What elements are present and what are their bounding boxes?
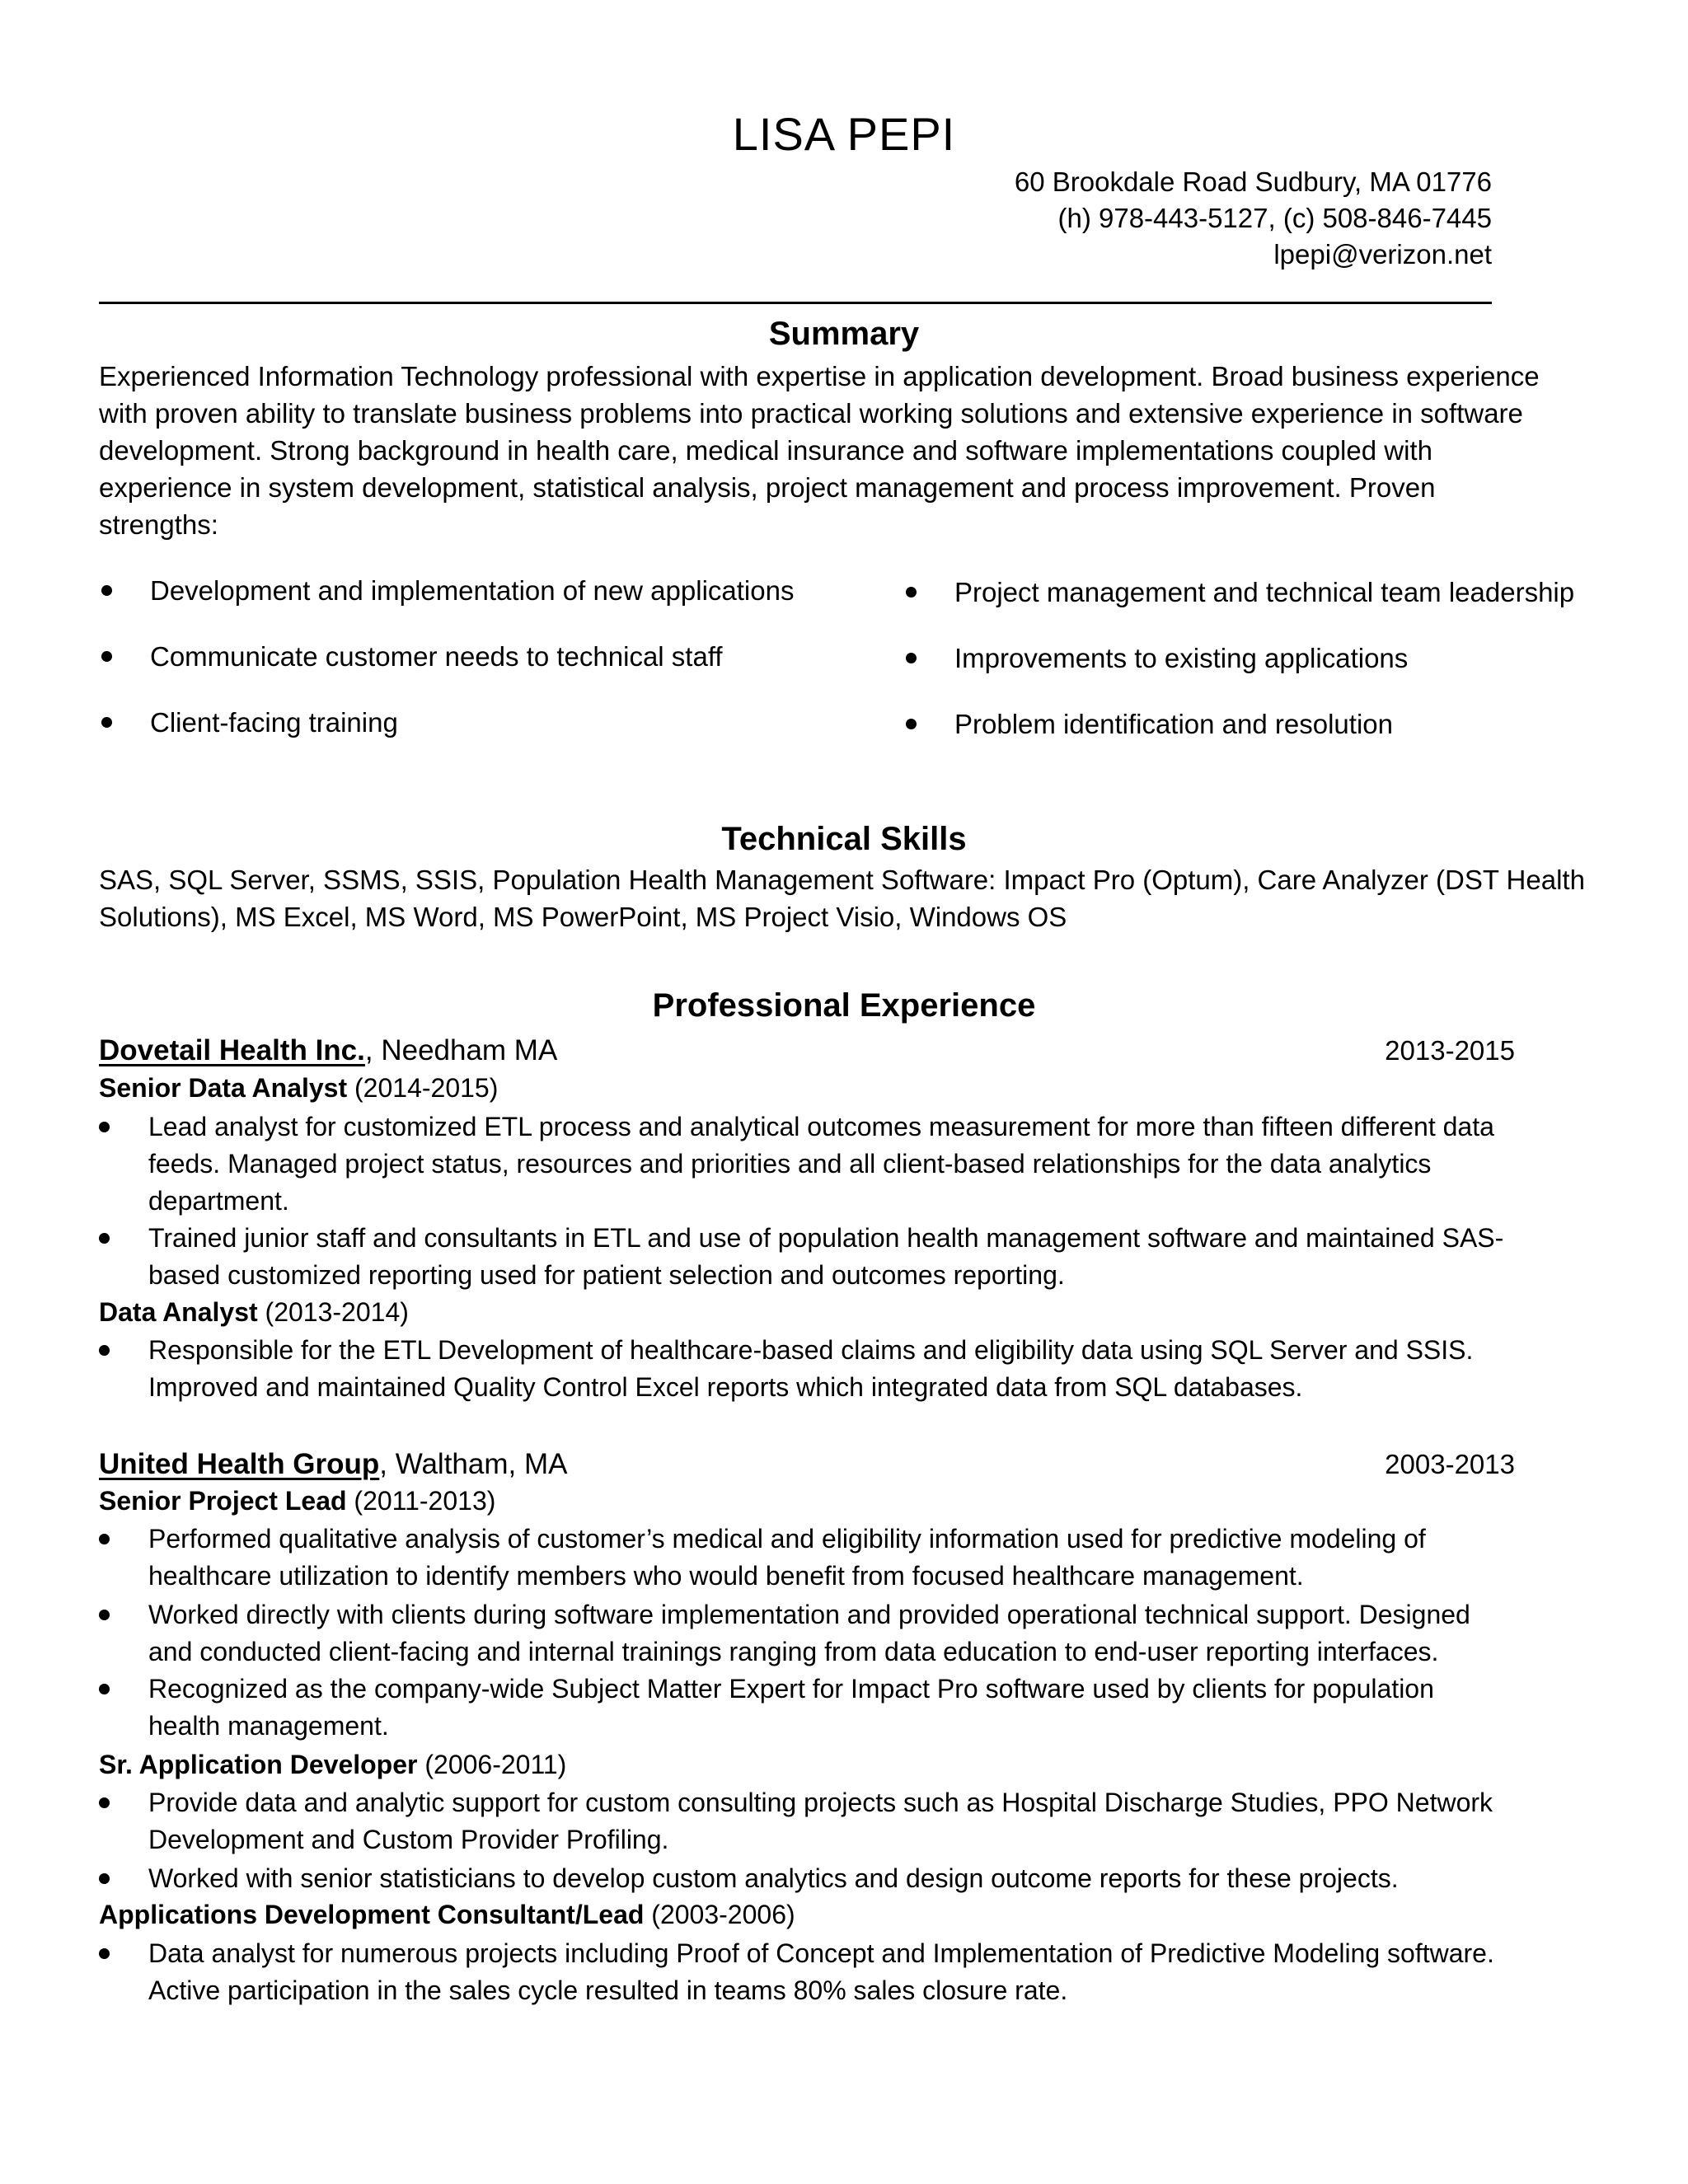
role-title: Sr. Application Developer (2006-2011) — [99, 1750, 567, 1779]
experience-heading: Professional Experience — [652, 987, 1036, 1024]
summary-text — [99, 358, 1599, 543]
summary-line: Experienced Information Technology professional with expertise in application development. Broad business experience — [99, 361, 1540, 391]
summary-line: strengths: — [99, 509, 218, 540]
strength-item: Project management and technical team leadership — [954, 574, 1574, 611]
experience-bullet: Data analyst for numerous projects including Proof of Concept and Implementation of Predictive Modeling software. Active participation in the sales cycle resulted in teams 80% sales closure rate. — [148, 1935, 1599, 2009]
role-title: Data Analyst (2013-2014) — [99, 1297, 409, 1327]
skills-line: SAS, SQL Server, SSMS, SSIS, Population Health Management Software: Impact Pro (Optum), Care Analyzer (DST Health — [99, 865, 1585, 895]
summary-line: experience in system development, statistical analysis, project management and process improvement. Proven — [99, 472, 1436, 503]
bullet-icon — [906, 653, 917, 663]
header-divider — [99, 302, 1492, 304]
role-title: Senior Project Lead (2011-2013) — [99, 1486, 496, 1516]
summary-line: development. Strong background in health care, medical insurance and software implementations coupled with — [99, 435, 1432, 466]
company-header — [99, 1446, 1515, 1483]
email: lpepi@verizon.net — [1273, 239, 1492, 269]
experience-bullet: Performed qualitative analysis of customer’s medical and eligibility information used for predictive modeling of healthcare utilization to identify members who would benefit from focused healthcare management. — [148, 1521, 1599, 1595]
bullet-icon — [99, 1345, 110, 1356]
summary-heading: Summary — [768, 316, 920, 352]
experience-bullet: Responsible for the ETL Development of healthcare-based claims and eligibility data using SQL Server and SSIS. Improved and maintained Quality Control Excel reports which integrated data from SQL databases. — [148, 1332, 1599, 1406]
summary-line: with proven ability to translate business problems into practical working solutions and extensive experience in software — [99, 398, 1523, 429]
company-header — [99, 1033, 1515, 1069]
candidate-name: LISA PEPI — [732, 108, 956, 160]
strength-item: Communicate customer needs to technical staff — [150, 639, 723, 675]
role-title: Senior Data Analyst (2014-2015) — [99, 1073, 499, 1103]
bullet-icon — [906, 587, 917, 598]
company-name: Dovetail Health Inc. — [99, 1034, 365, 1066]
company-location: , Needham MA — [364, 1034, 558, 1066]
experience-bullet: Trained junior staff and consultants in ETL and use of population health management software and maintained SAS- based customized reporting used for patient selection and outcomes reporting. — [148, 1220, 1599, 1294]
bullet-icon — [99, 1233, 110, 1244]
bullet-icon — [99, 1948, 110, 1959]
bullet-icon — [99, 1797, 110, 1808]
bullet-icon — [99, 1534, 110, 1544]
technical-skills-text — [99, 861, 1599, 935]
experience-bullet: Worked with senior statisticians to develop custom analytics and design outcome reports for these projects. — [148, 1860, 1599, 1897]
company-location: , Waltham, MA — [379, 1448, 568, 1480]
company-years: 2013-2015 — [1385, 1035, 1515, 1066]
bullet-icon — [99, 1122, 110, 1132]
experience-bullet: Lead analyst for customized ETL process and analytical outcomes measurement for more than fifteen different data feeds. Managed project status, resources and priorities and all client-based relationships for the data analytics department. — [148, 1108, 1599, 1220]
strength-item: Development and implementation of new applications — [150, 573, 794, 609]
bullet-icon — [99, 1684, 110, 1694]
bullet-icon — [101, 651, 112, 662]
company-years: 2003-2013 — [1385, 1449, 1515, 1479]
experience-bullet: Recognized as the company-wide Subject Matter Expert for Impact Pro software used by clients for population health management. — [148, 1671, 1599, 1745]
role-title: Applications Development Consultant/Lead (2003-2006) — [99, 1900, 795, 1929]
bullet-icon — [101, 585, 112, 596]
strength-item: Improvements to existing applications — [954, 640, 1408, 677]
bullet-icon — [906, 719, 917, 729]
bullet-icon — [101, 717, 112, 728]
bullet-icon — [99, 1610, 110, 1620]
experience-bullet: Provide data and analytic support for custom consulting projects such as Hospital Discharge Studies, PPO Network Development and Custom Provider Profiling. — [148, 1784, 1599, 1858]
skills-line: Solutions), MS Excel, MS Word, MS PowerPoint, MS Project Visio, Windows OS — [99, 902, 1067, 932]
bullet-icon — [99, 1873, 110, 1884]
strength-item: Problem identification and resolution — [954, 706, 1393, 743]
experience-bullet: Worked directly with clients during software implementation and provided operational technical support. Designed and conducted client-facing and internal trainings ranging from data education to end-user reporting interfaces. — [148, 1596, 1599, 1671]
address: 60 Brookdale Road Sudbury, MA 01776 — [1014, 166, 1492, 197]
phone-numbers: (h) 978-443-5127, (c) 508-846-7445 — [1057, 203, 1492, 233]
company-name: United Health Group — [99, 1448, 380, 1480]
technical-skills-heading: Technical Skills — [721, 821, 967, 857]
strength-item: Client-facing training — [150, 705, 398, 741]
